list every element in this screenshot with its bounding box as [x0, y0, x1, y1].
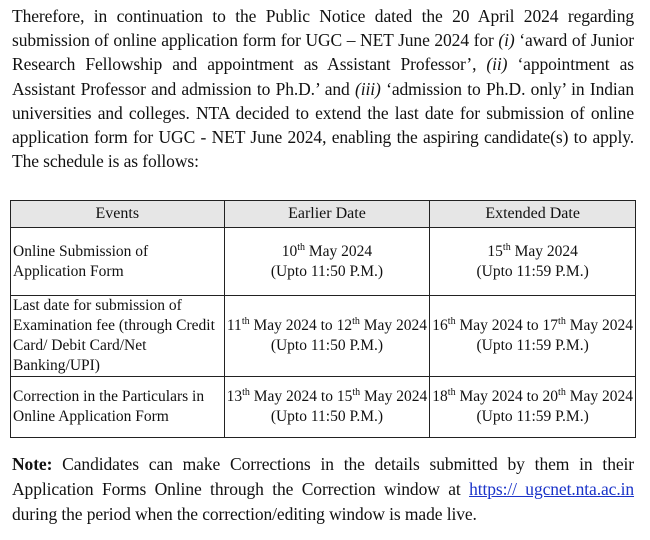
intro-text: Therefore, in continuation to the Public Notice dated the 20 April 2024 regarding submission of online application form for UGC – NET June 2024 for — [12, 6, 634, 51]
intro-marker-ii: (ii) — [486, 54, 508, 75]
table-row — [11, 296, 636, 377]
schedule-table — [10, 200, 636, 438]
header-events: Events — [11, 201, 225, 228]
table-row — [11, 377, 636, 438]
intro-paragraph — [12, 4, 634, 173]
note-text: during the period when the correction/editing window is made live. — [12, 504, 477, 524]
table-header-row — [11, 201, 636, 228]
extended-date-cell: 18th May 2024 to 20th May 2024 (Upto 11:59 P.M.) — [430, 377, 636, 438]
intro-marker-i: (i) — [498, 30, 515, 51]
earlier-date-cell: 13th May 2024 to 15th May 2024 (Upto 11:50 P.M.) — [224, 377, 430, 438]
intro-text: ‘appointment as Assistant Professor and admission to Ph.D.’ and — [12, 54, 634, 99]
table-row — [11, 228, 636, 296]
event-cell: Last date for submission of Examination fee (through Credit Card/ Debit Card/Net Banking/UPI) — [11, 296, 225, 377]
note-paragraph — [12, 452, 634, 527]
ugcnet-link[interactable]: https:// ugcnet.nta.ac.in — [469, 479, 635, 499]
event-cell: Correction in the Particulars in Online Application Form — [11, 377, 225, 438]
header-earlier-date: Earlier Date — [224, 201, 430, 228]
intro-text: ‘award of Junior Research Fellowship and appointment as Assistant Professor’, — [12, 30, 634, 75]
intro-marker-iii: (iii) — [355, 78, 381, 99]
earlier-date-cell: 10th May 2024 (Upto 11:50 P.M.) — [224, 228, 430, 296]
earlier-date-cell: 11th May 2024 to 12th May 2024 (Upto 11:50 P.M.) — [224, 296, 430, 377]
note-text: Candidates can make Corrections in the details submitted by them in their Application Forms Online through the Correction window at — [12, 454, 634, 499]
note-label: Note: — [12, 454, 53, 474]
extended-date-cell: 15th May 2024 (Upto 11:59 P.M.) — [430, 228, 636, 296]
event-cell: Online Submission of Application Form — [11, 228, 225, 296]
extended-date-cell: 16th May 2024 to 17th May 2024 (Upto 11:59 P.M.) — [430, 296, 636, 377]
intro-text: ‘admission to Ph.D. only’ in Indian universities and colleges. NTA decided to extend the last date for submission of online application form for UGC - NET June 2024, enabling the aspiring candidate(s) to apply. The schedule is as follows: — [12, 78, 634, 172]
header-extended-date: Extended Date — [430, 201, 636, 228]
